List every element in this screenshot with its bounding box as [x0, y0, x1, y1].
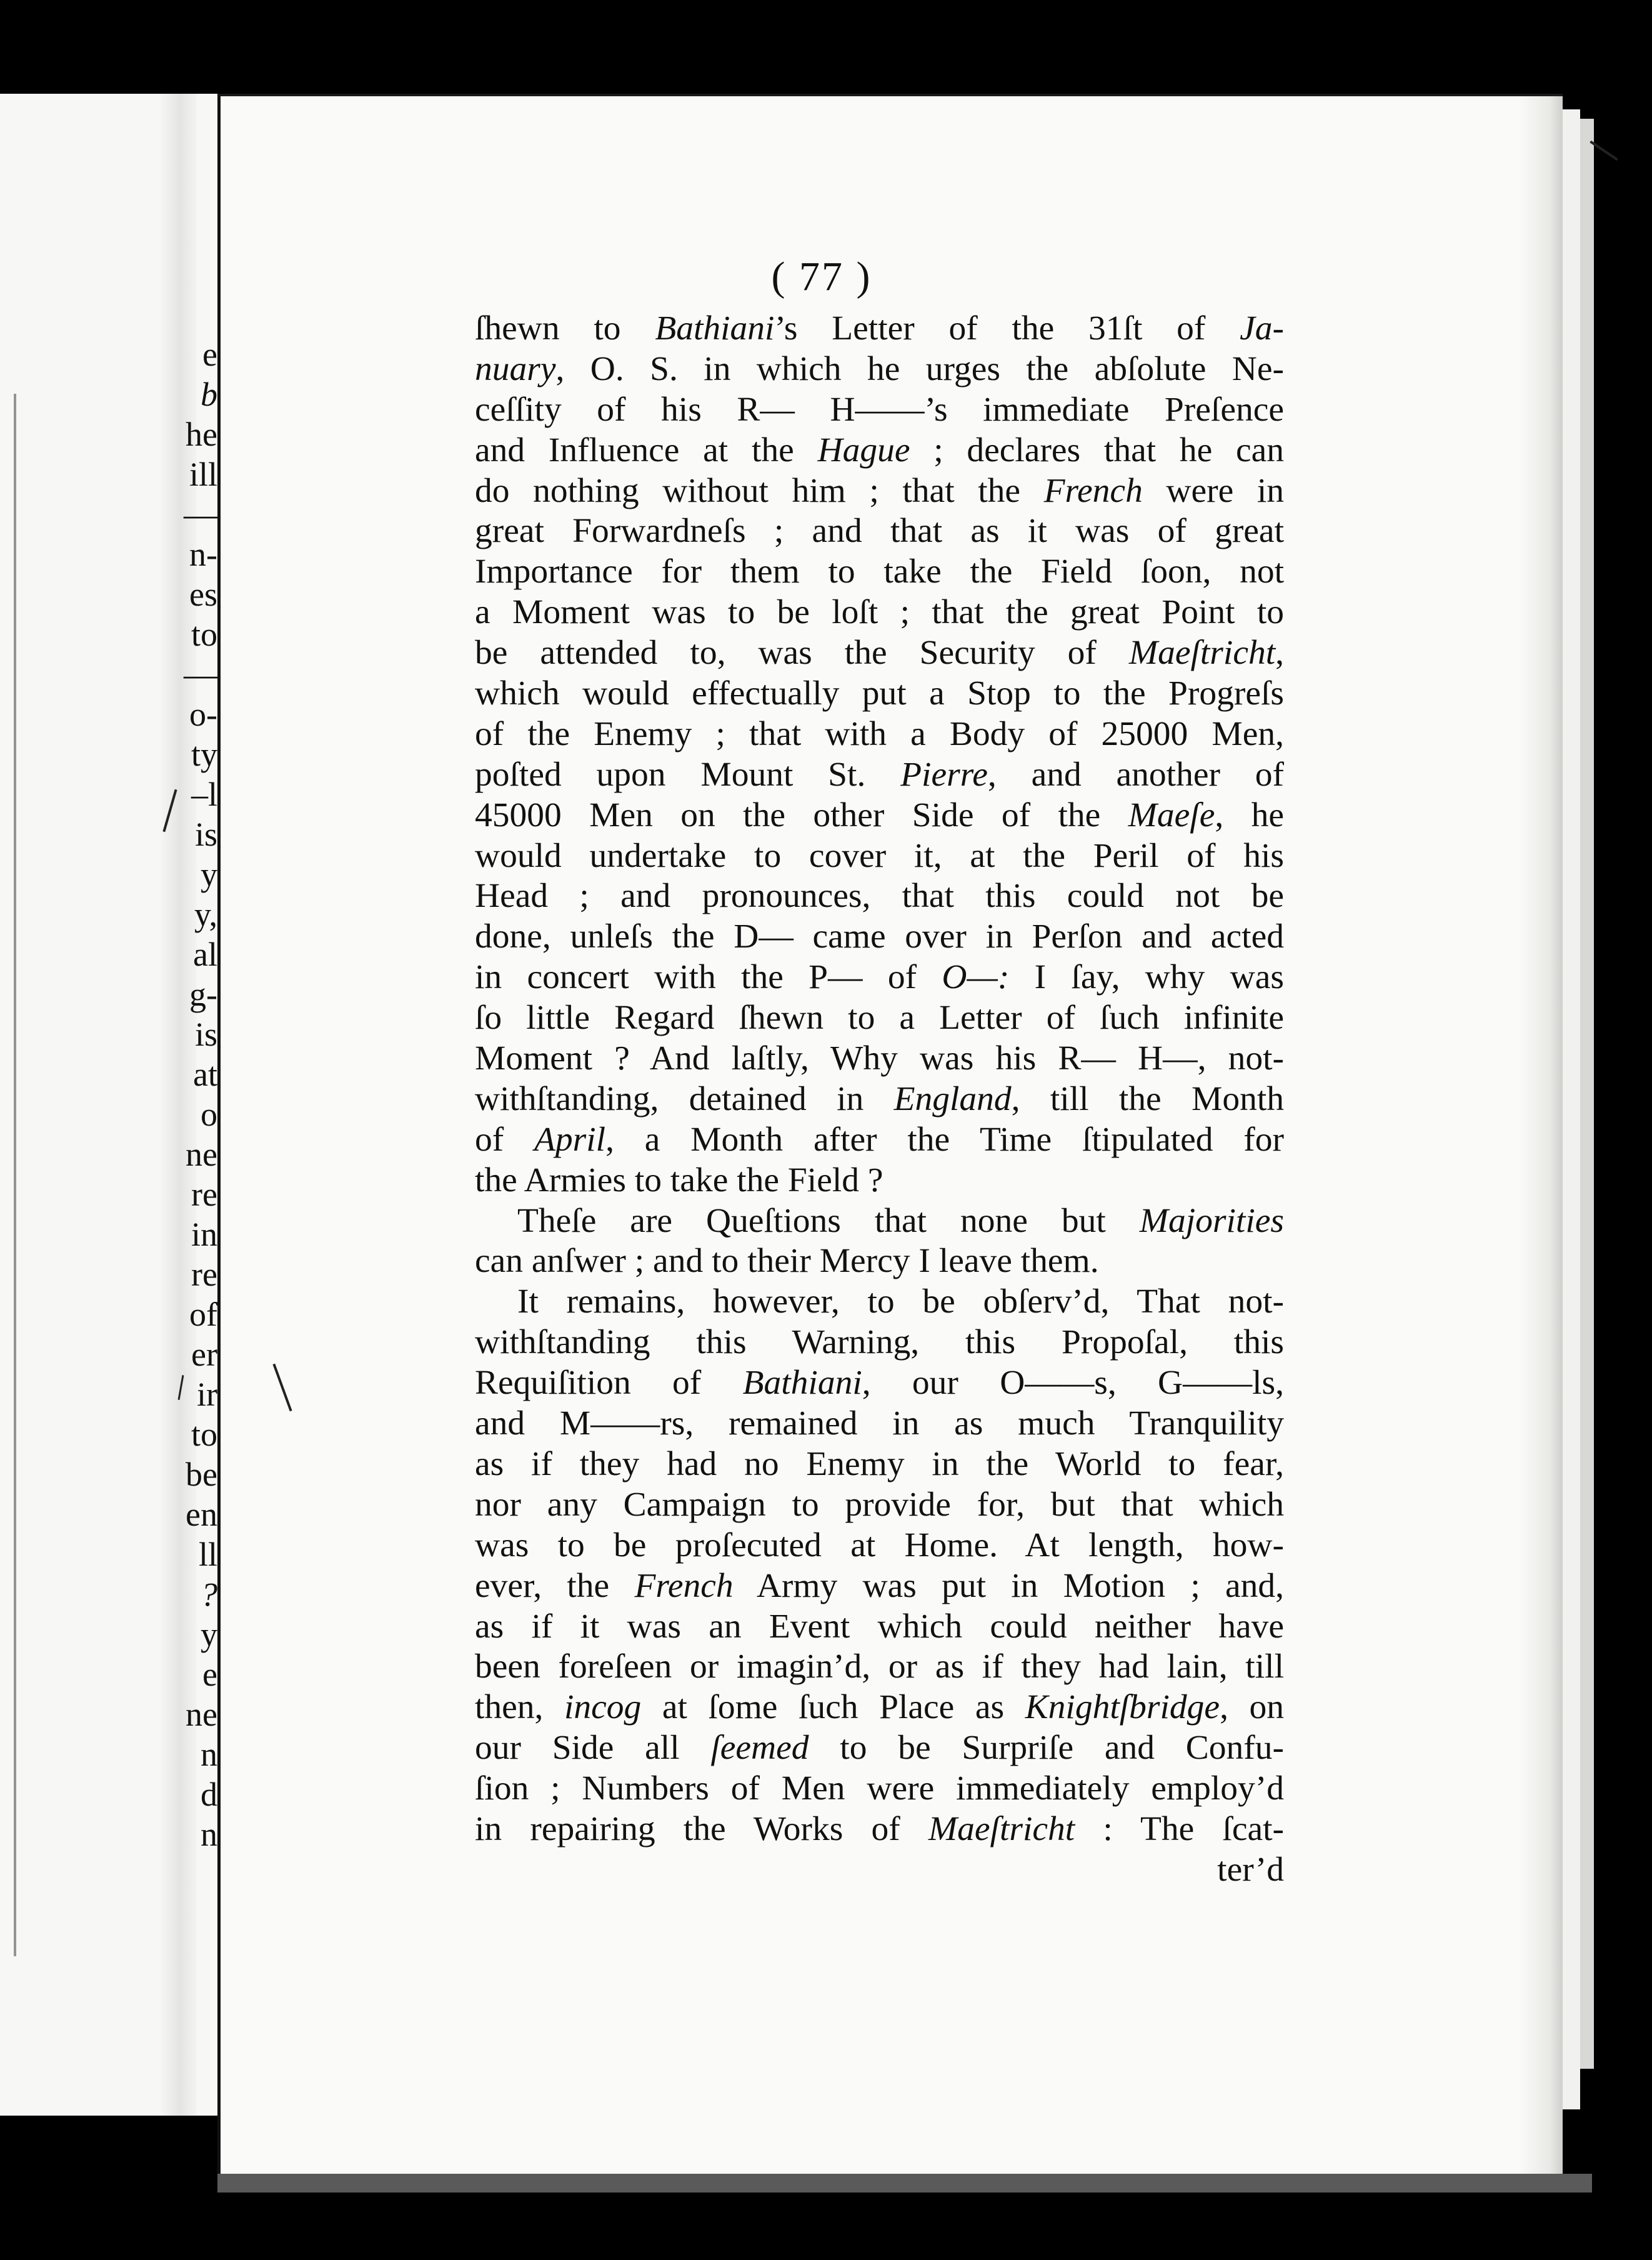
- left-page-fragment: is: [194, 1016, 217, 1053]
- text-segment: Requiſition of: [475, 1364, 743, 1402]
- body-text: [475, 309, 1284, 1891]
- text-segment: , till the Month: [1011, 1079, 1285, 1118]
- left-page-fragment: g-: [189, 976, 217, 1013]
- left-page-fragment: to: [191, 616, 217, 653]
- left-page-fragment: ill: [189, 456, 217, 493]
- left-page-fragment: he: [186, 416, 217, 453]
- italic-segment: Knightſbridge: [1025, 1688, 1220, 1727]
- italic-segment: Hague: [817, 431, 910, 469]
- text-line: [475, 1526, 1284, 1566]
- left-page-fragment: y: [201, 856, 217, 893]
- text-line: [475, 674, 1284, 714]
- text-segment: : The ſcat-: [1075, 1809, 1284, 1848]
- text-line: [475, 1120, 1284, 1161]
- text-segment: the Armies to take the Field ?: [475, 1161, 883, 1199]
- left-page-edge: [0, 394, 16, 1956]
- text-segment: Army was put in Motion ; and,: [733, 1566, 1284, 1605]
- text-line: [475, 1485, 1284, 1526]
- text-segment: as if it was an Event which could neither have: [475, 1607, 1284, 1646]
- italic-segment: Maeſtricht: [928, 1809, 1075, 1848]
- italic-segment: O—:: [942, 958, 1010, 997]
- left-page-fragment: er: [191, 1336, 217, 1373]
- text-line: [475, 755, 1284, 796]
- italic-segment: Majorities: [1139, 1201, 1284, 1240]
- text-segment: were in: [1142, 471, 1285, 510]
- text-segment: , he: [1215, 796, 1284, 834]
- left-page-fragment: ne: [186, 1136, 217, 1173]
- italic-segment: Ja-: [1240, 309, 1284, 348]
- text-segment: 45000 Men on the other Side of the: [475, 796, 1128, 834]
- text-segment: done, unleſs the D— came over in Perſon and acted: [475, 918, 1284, 956]
- left-page-fragment: is: [194, 816, 217, 853]
- text-segment: Theſe are Queſtions that none but: [517, 1201, 1140, 1240]
- left-page-fragment: d: [201, 1776, 217, 1813]
- text-segment: ; declares that he can: [910, 431, 1285, 469]
- text-line: [475, 958, 1284, 998]
- text-segment: nor any Campaign to provide for, but that which: [475, 1485, 1284, 1524]
- left-page-fragment: ir: [197, 1376, 217, 1413]
- text-segment: great Forwardneſs ; and that as it was of great: [475, 512, 1284, 551]
- right-page-shade: [1519, 96, 1563, 2178]
- text-line: [475, 511, 1284, 552]
- text-segment: ’s Letter of the 31ſt of: [774, 309, 1240, 348]
- italic-segment: ſeemed: [710, 1729, 809, 1768]
- italic-segment: England: [893, 1079, 1012, 1118]
- text-segment: as if they had no Enemy in the World to fear,: [475, 1444, 1284, 1483]
- left-page-fragment: e: [202, 336, 217, 373]
- text-segment: a Moment was to be loſt ; that the great Point to: [475, 593, 1284, 632]
- left-page-fragment: re: [191, 1176, 217, 1213]
- text-line: [475, 309, 1284, 349]
- left-page-fragment: e: [202, 1656, 217, 1693]
- text-segment: ſhewn to: [475, 309, 655, 348]
- text-line: [475, 1647, 1284, 1688]
- text-segment: of the Enemy ; that with a Body of 25000 Men,: [475, 714, 1284, 753]
- text-segment: ever, the: [475, 1566, 635, 1605]
- page-bottom-shadow: [217, 2174, 1592, 2192]
- text-segment: poſted upon Mount St.: [475, 755, 901, 794]
- page-number: ( 77 ): [771, 254, 872, 299]
- text-segment: and Influence at the: [475, 431, 818, 469]
- text-line: [475, 1444, 1284, 1485]
- italic-segment: nuary: [475, 349, 556, 388]
- text-line: [475, 1201, 1284, 1242]
- text-segment: would undertake to cover it, at the Peril of his: [475, 836, 1284, 875]
- text-segment: withſtanding this Warning, this Propoſal, this: [475, 1323, 1284, 1362]
- text-segment: at ſome ſuch Place as: [641, 1688, 1025, 1727]
- left-page-fragment: o: [201, 1096, 217, 1133]
- text-line: [475, 1850, 1284, 1891]
- text-segment: be attended to, was the Security of: [475, 634, 1129, 672]
- text-segment: Moment ? And laſtly, Why was his R— H—, not-: [475, 1039, 1284, 1078]
- text-segment: , O. S. in which he urges the abſolute Ne-: [555, 349, 1284, 388]
- text-segment: then,: [475, 1688, 564, 1727]
- text-segment: our Side all: [475, 1729, 711, 1768]
- left-page-fragment: al: [193, 936, 217, 973]
- text-segment: It remains, however, to be obſerv’d, That not-: [517, 1282, 1284, 1321]
- italic-segment: Bathiani: [655, 309, 775, 348]
- italic-segment: incog: [564, 1688, 642, 1727]
- text-line: [475, 876, 1284, 917]
- text-segment: in concert with the P— of: [475, 958, 942, 997]
- text-line: [475, 714, 1284, 755]
- text-line: [475, 592, 1284, 633]
- text-line: [475, 1363, 1284, 1404]
- left-page-fragment: re: [191, 1256, 217, 1293]
- text-line: [475, 998, 1284, 1039]
- text-line: [475, 390, 1284, 431]
- text-segment: ,: [1275, 634, 1284, 672]
- text-line: [475, 917, 1284, 958]
- text-segment: , on: [1220, 1688, 1284, 1727]
- left-page-fragment: ll: [198, 1536, 217, 1573]
- text-segment: in repairing the Works of: [475, 1809, 928, 1848]
- text-segment: of: [475, 1120, 535, 1159]
- text-line: [475, 633, 1284, 674]
- text-line: [475, 1607, 1284, 1648]
- text-segment: can anſwer ; and to their Mercy I leave them.: [475, 1242, 1099, 1281]
- text-segment: and M——rs, remained in as much Tranquility: [475, 1404, 1284, 1443]
- left-page-fragment: ne: [186, 1696, 217, 1733]
- left-page: [0, 94, 235, 2116]
- left-page-fragment: b: [201, 376, 217, 413]
- left-page-fragment: —: [184, 496, 217, 533]
- text-line: [475, 1282, 1284, 1322]
- text-segment: withſtanding, detained in: [475, 1079, 894, 1118]
- left-page-text-fragments: [167, 334, 217, 1854]
- text-line: [475, 1241, 1284, 1282]
- text-line: [475, 471, 1284, 512]
- text-segment: was to be proſecuted at Home. At length, how-: [475, 1526, 1284, 1564]
- text-segment: do nothing without him ; that the: [475, 471, 1044, 510]
- left-page-fragment: y,: [194, 896, 217, 933]
- left-page-fragment: –l: [191, 776, 217, 813]
- text-segment: , our O——s, G——ls,: [862, 1364, 1285, 1402]
- text-line: [475, 1161, 1284, 1201]
- italic-segment: April: [534, 1120, 606, 1159]
- left-page-fragment: ty: [191, 736, 217, 773]
- text-line: [475, 431, 1284, 471]
- text-segment: to be Surpriſe and Confu-: [809, 1729, 1284, 1768]
- text-segment: which would effectually put a Stop to the Progreſs: [475, 674, 1284, 713]
- text-segment: ter’d: [1217, 1850, 1284, 1889]
- text-line: [475, 1404, 1284, 1444]
- text-line: [475, 349, 1284, 390]
- text-segment: Importance for them to take the Field ſoon, not: [475, 552, 1284, 591]
- left-page-fragment: ?: [201, 1576, 217, 1613]
- left-page-fragment: en: [186, 1496, 217, 1533]
- page-stack-edge: [1578, 119, 1594, 2069]
- text-segment: Head ; and pronounces, that this could not be: [475, 877, 1284, 916]
- italic-segment: Bathiani: [742, 1364, 862, 1402]
- italic-segment: Maeſtricht: [1128, 634, 1276, 672]
- text-segment: ſo little Regard ſhewn to a Letter of ſuch infinite: [475, 999, 1284, 1038]
- left-page-fragment: y: [201, 1616, 217, 1653]
- text-segment: , and another of: [987, 755, 1284, 794]
- text-segment: ſion ; Numbers of Men were immediately employ’d: [475, 1769, 1284, 1808]
- text-segment: I ſay, why was: [1009, 958, 1284, 997]
- left-page-fragment: of: [189, 1296, 217, 1333]
- text-line: [475, 1688, 1284, 1728]
- italic-segment: Maeſe: [1128, 796, 1215, 834]
- text-segment: ceſſity of his R— H——’s immediate Preſence: [475, 390, 1284, 429]
- italic-segment: French: [634, 1566, 734, 1605]
- text-line: [475, 1039, 1284, 1079]
- left-page-fragment: o-: [189, 696, 217, 733]
- left-page-fragment: be: [186, 1456, 217, 1493]
- left-page-fragment: —: [184, 656, 217, 693]
- text-segment: been foreſeen or imagin’d, or as if they had lain, till: [475, 1648, 1284, 1686]
- left-page-fragment: n: [201, 1816, 217, 1853]
- text-line: [475, 1769, 1284, 1809]
- left-page-fragment: in: [191, 1216, 217, 1253]
- italic-segment: French: [1043, 471, 1143, 510]
- text-line: [475, 1728, 1284, 1769]
- margin-mark: [1590, 141, 1618, 161]
- text-line: [475, 836, 1284, 877]
- left-page-fragment: to: [191, 1416, 217, 1453]
- text-line: [475, 1322, 1284, 1363]
- italic-segment: Pierre: [900, 755, 988, 794]
- text-line: [475, 1809, 1284, 1850]
- text-line: [475, 796, 1284, 836]
- left-page-fragment: es: [189, 576, 217, 613]
- text-line: [475, 1079, 1284, 1120]
- text-line: [475, 1566, 1284, 1607]
- text-line: [475, 552, 1284, 592]
- left-page-fragment: n-: [189, 536, 217, 573]
- left-page-fragment: n: [201, 1736, 217, 1773]
- text-segment: , a Month after the Time ſtipulated for: [605, 1120, 1285, 1159]
- left-page-fragment: at: [193, 1056, 217, 1093]
